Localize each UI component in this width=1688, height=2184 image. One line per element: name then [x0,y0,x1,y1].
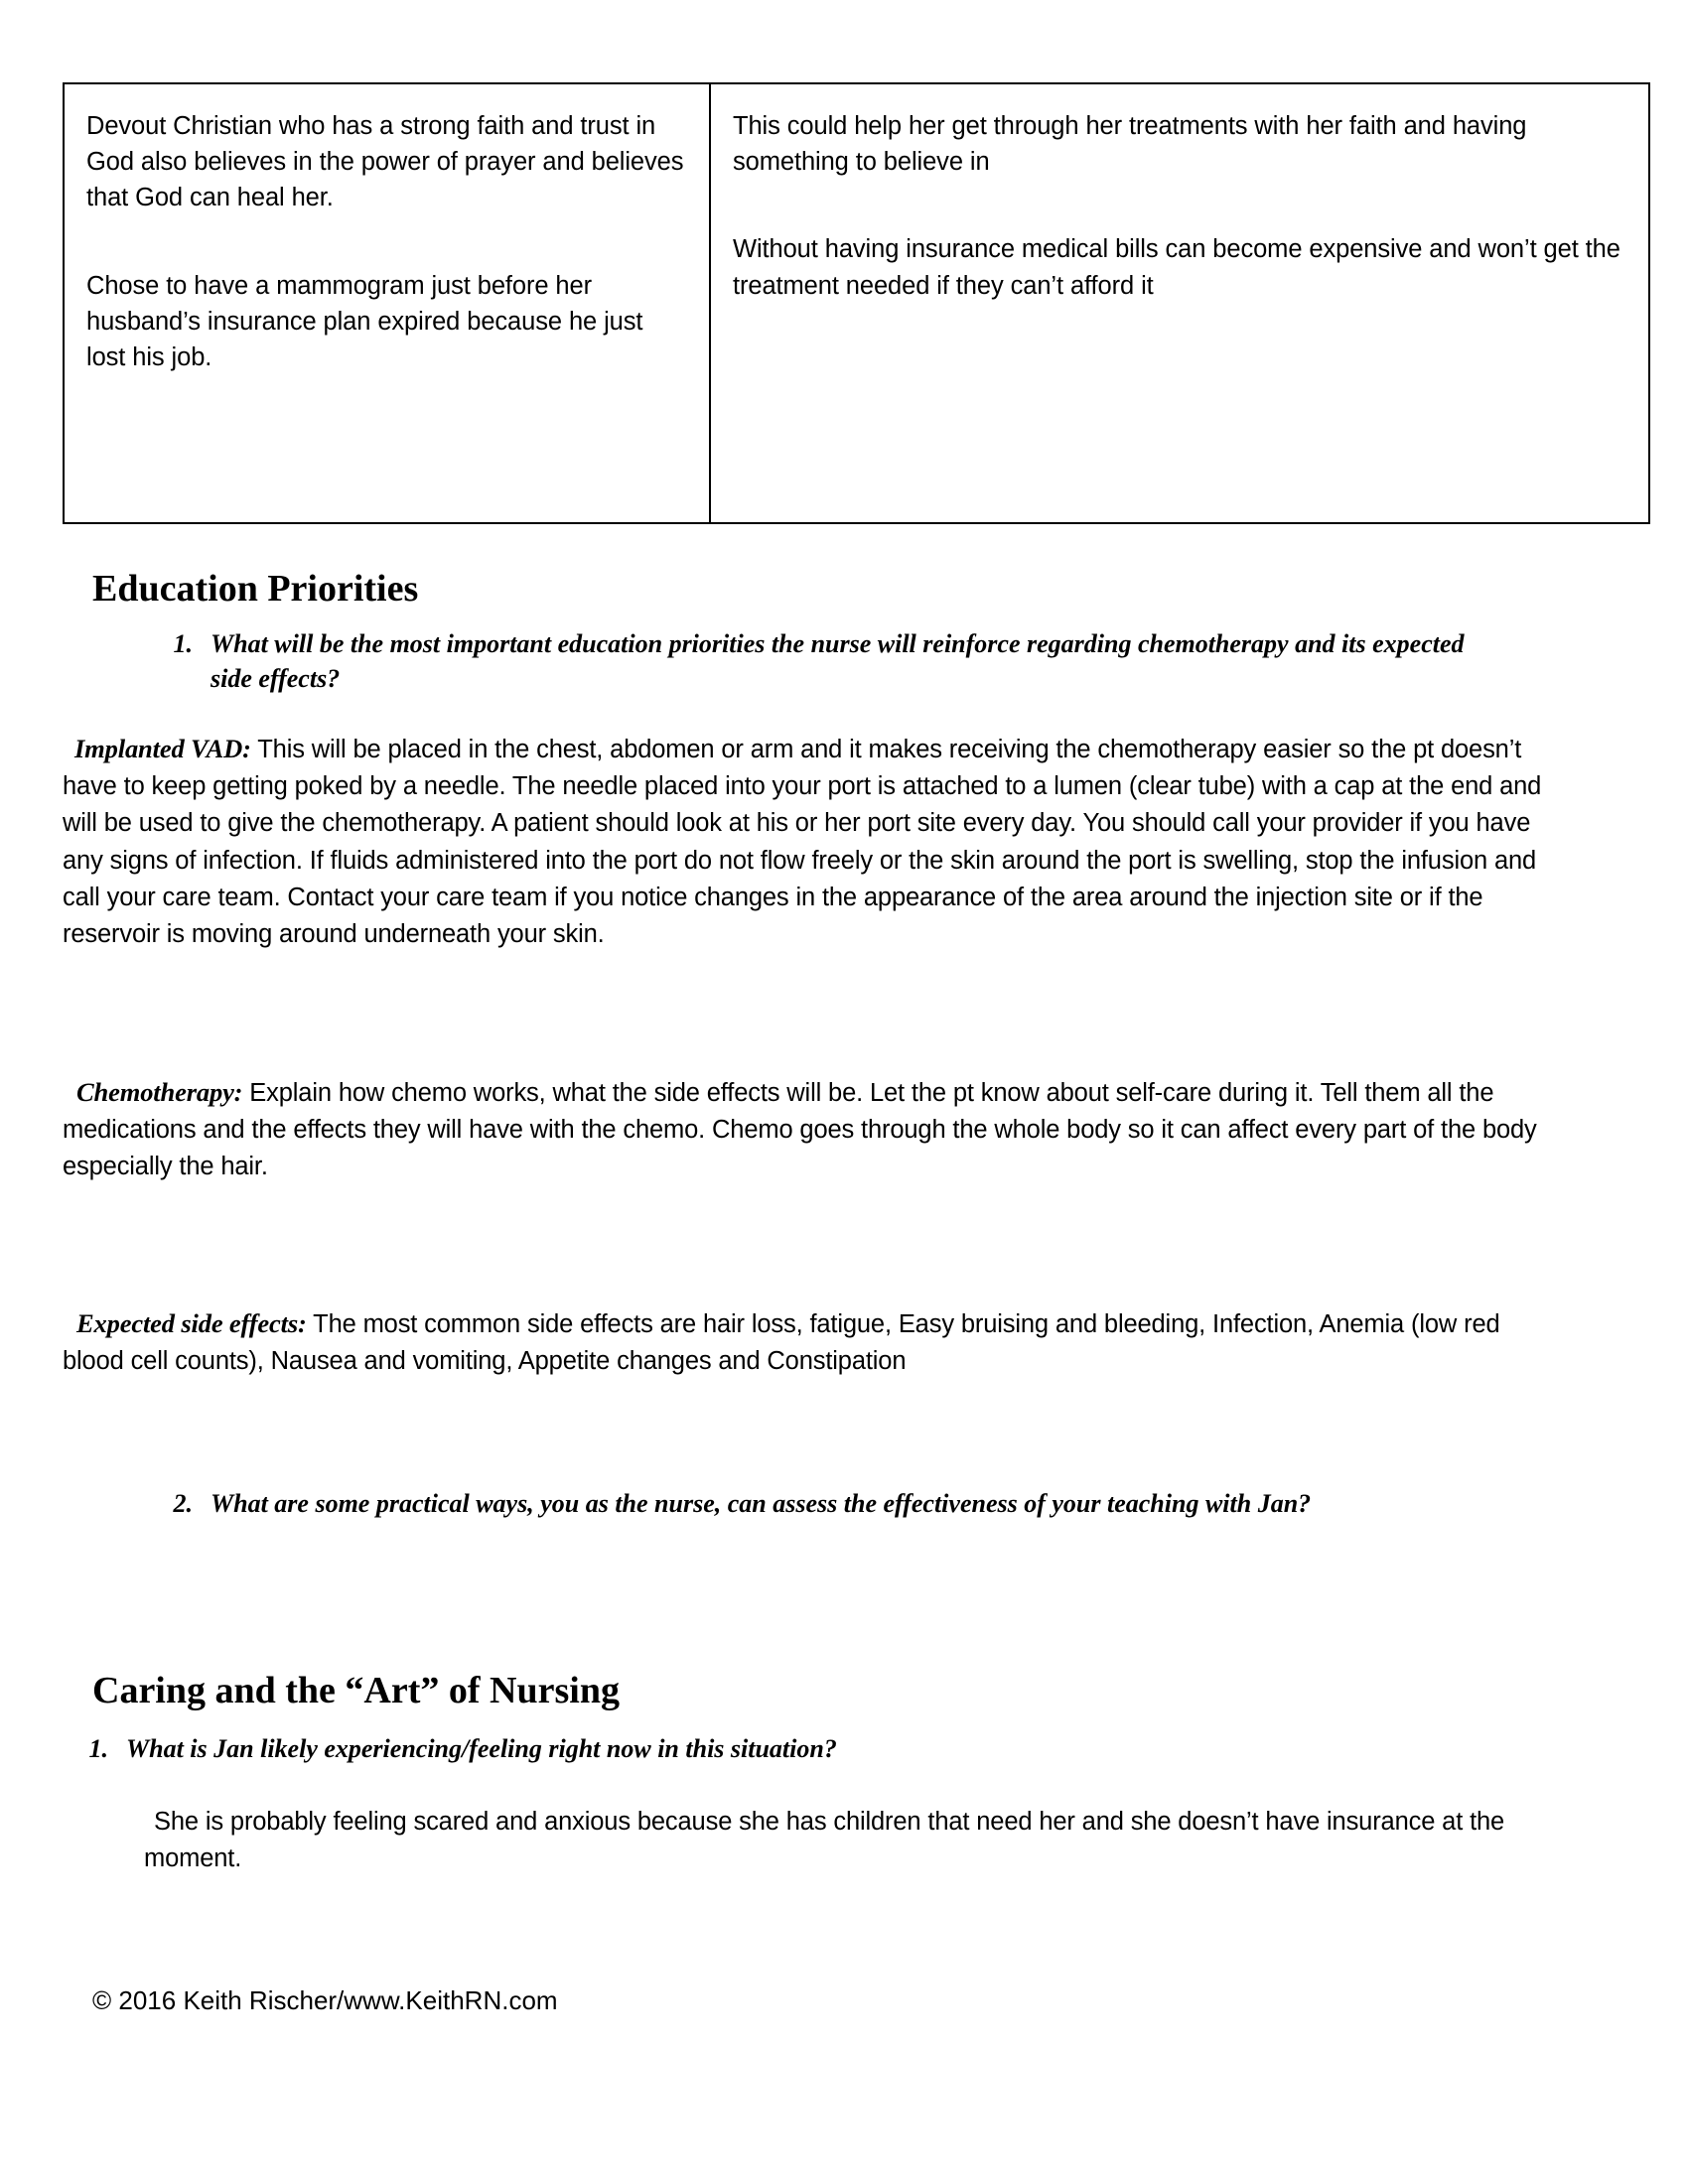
section-heading-education-priorities: Education Priorities [92,568,419,610]
question-text: What are some practical ways, you as the nurse, can assess the effectiveness of your teaching with Jan? [211,1489,1312,1518]
answer-lead-label: Chemotherapy: [76,1076,243,1107]
answer-body-text: Explain how chemo works, what the side effects will be. Let the pt know about self-care during it. Tell them all the medications and the effects they will have with the chemo. Chemo goes through the whole body so it can affect every part of the body especially the hair. [63,1078,1537,1181]
cell-spacer [733,180,1626,231]
answer-lead-label: Implanted VAD: [74,733,251,763]
assessment-item-faith: Devout Christian who has a strong faith and trust in God also believes in the power of prayer and believes that God can heal her. [86,112,684,212]
question-caring-1 [63,1732,1492,1767]
section-heading-caring-art-of-nursing: Caring and the “Art” of Nursing [92,1670,620,1711]
question-number: 1. [173,629,193,658]
answer-expected-side-effects [63,1304,1552,1381]
table-cell-assessment-data [64,83,710,523]
question-number: 2. [173,1489,193,1518]
patient-assessment-table [63,82,1650,524]
answer-implanted-vad [63,730,1564,954]
question-text: What will be the most important education priorities the nurse will reinforce regarding chemotherapy and its expected side effects? [211,629,1465,693]
question-education-2 [147,1487,1497,1522]
table-row [64,83,1649,523]
table-cell-significance [710,83,1649,523]
answer-lead-label: Expected side effects: [76,1307,307,1338]
cell-spacer [86,216,687,268]
cell-spacer-bottom [86,375,687,504]
question-number: 1. [88,1734,108,1763]
question-text: What is Jan likely experiencing/feeling right now in this situation? [126,1734,837,1763]
answer-body-text: The most common side effects are hair loss, fatigue, Easy bruising and bleeding, Infection, Anemia (low red blood cell counts), Nausea and vomiting, Appetite changes and Constipation [63,1309,1500,1375]
question-education-1 [147,627,1497,696]
answer-caring-1: She is probably feeling scared and anxious because she has children that need her and she doesn’t have insurance at the moment. [144,1807,1505,1872]
cell-spacer-bottom [733,304,1626,433]
significance-item-faith: This could help her get through her treatments with her faith and having something to believe in [733,112,1527,177]
assessment-item-mammogram: Chose to have a mammogram just before her husband’s insurance plan expired because he just lost his job. [86,271,643,372]
significance-item-insurance: Without having insurance medical bills can become expensive and won’t get the treatment needed if they can’t afford it [733,235,1620,300]
footer-copyright: © 2016 Keith Rischer/www.KeithRN.com [92,1985,558,2015]
answer-body-text: This will be placed in the chest, abdomen or arm and it makes receiving the chemotherapy easier so the pt doesn’t have to keep getting poked by a needle. The needle placed into your port is attached to a lumen (clear tube) with a cap at the end and will be used to give the chemotherapy. A patient should look at his or her port site every day. You should call your provider if you have any signs of infection. If fluids administered into the port do not flow freely or the skin around the port is swelling, stop the infusion and call your care team. Contact your care team if you notice changes in the appearance of the area around the injection site or if the reservoir is moving around underneath your skin. [63,735,1542,949]
answer-chemotherapy [63,1073,1552,1186]
